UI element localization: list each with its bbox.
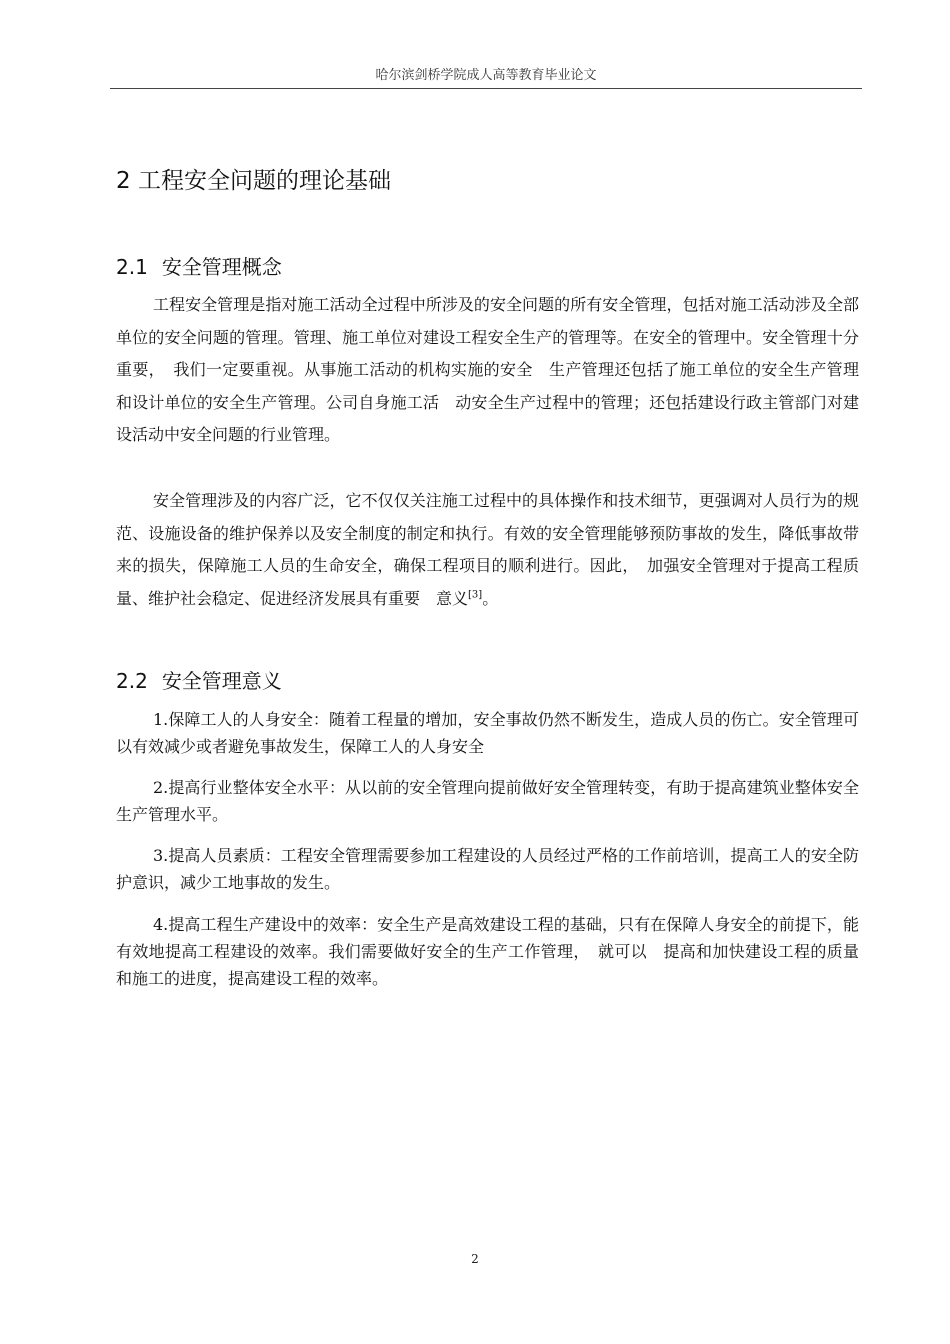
page-header: 哈尔滨剑桥学院成人高等教育毕业论文	[375, 68, 597, 83]
section-title: 安全管理概念	[161, 255, 282, 279]
list-item: 2.提高行业整体安全水平：从以前的安全管理向提前做好安全管理转变，有助于提高建筑业整体安全生产管理水平。	[116, 778, 859, 824]
section-number: 2.2	[116, 669, 148, 693]
page-number: 2	[471, 1252, 479, 1266]
list-item: 3.提高人员素质：工程安全管理需要参加工程建设的人员经过严格的工作前培训，提高工人的安全防护意识，减少工地事故的发生。	[116, 846, 859, 892]
chapter-title: 2 工程安全问题的理论基础	[116, 168, 391, 194]
paragraph-end: 。	[482, 588, 499, 608]
paragraph-text: 安全管理涉及的内容广泛，它不仅仅关注施工过程中的具体操作和技术细节，更强调对人员行为的规范、设施设备的维护保养以及安全制度的制定和执行。有效的安全管理能够预防事故的发生，降低事故带来的损失，保障施工人员的生命安全，确保工程项目的顺利进行。因此， 加强安全管理对于提高工程质量、维护社会稳定、促进经济发展具有重要 意义	[116, 491, 859, 608]
list-item: 4.提高工程生产建设中的效率：安全生产是高效建设工程的基础，只有在保障人身安全的前提下，能有效地提高工程建设的效率。我们需要做好安全的生产工作管理， 就可以 提高和加快建设工程的质量和施工的进度，提高建设工程的效率。	[116, 915, 859, 988]
section-heading-2-1	[116, 251, 282, 280]
header-divider	[110, 88, 862, 89]
section-number: 2.1	[116, 255, 148, 279]
paragraph-safety-management-scope	[116, 485, 859, 615]
paragraph-safety-management-concept: 工程安全管理是指对施工活动全过程中所涉及的安全问题的所有安全管理，包括对施工活动涉及全部单位的安全问题的管理。管理、施工单位对建设工程安全生产的管理等。在安全的管理中。安全管理十分重要， 我们一定要重视。从事施工活动的机构实施的安全 生产管理还包括了施工单位的安全生产管理和设计单位的安全生产管理。公司自身施工活 动安全生产过程中的管理；还包括建设行政主管部门对建设活动中安全问题的行业管理。	[116, 295, 859, 444]
list-item: 1.保障工人的人身安全：随着工程量的增加，安全事故仍然不断发生，造成人员的伤亡。安全管理可以有效减少或者避免事故发生，保障工人的人身安全	[116, 710, 859, 756]
citation-reference: [3]	[468, 589, 483, 601]
section-heading-2-2	[116, 665, 282, 694]
section-title: 安全管理意义	[161, 669, 282, 693]
